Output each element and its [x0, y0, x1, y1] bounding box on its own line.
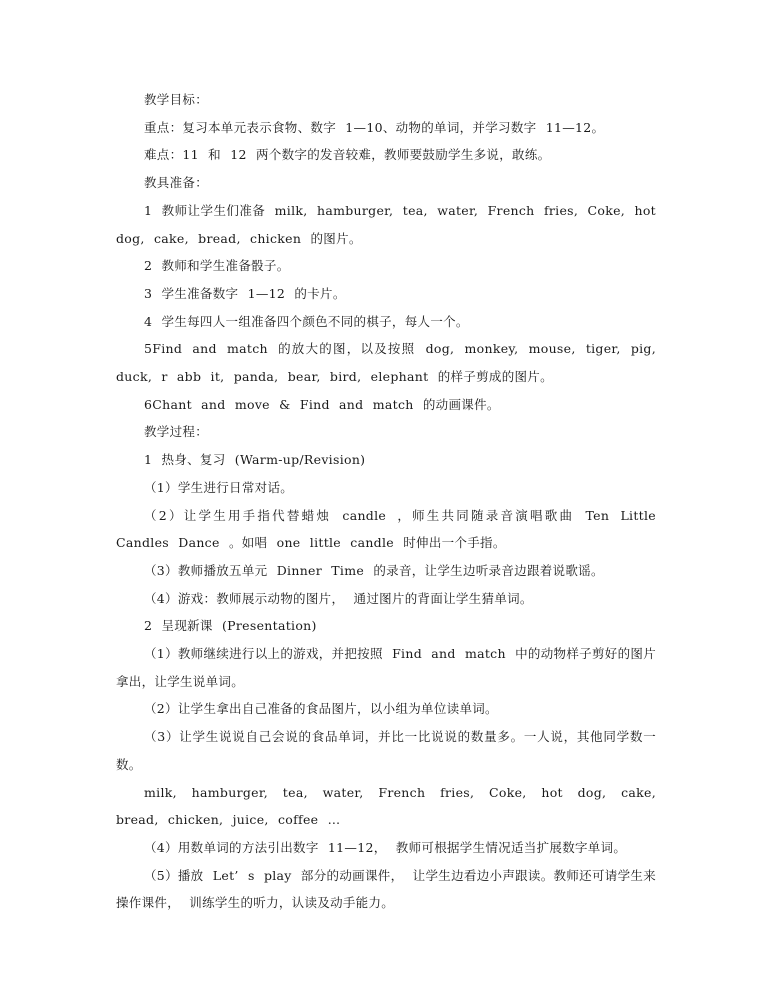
paragraph-presentation-1: （1）教师继续进行以上的游戏，并把按照 Find and match 中的动物样子剪好的图片拿出，让学生说单词。: [116, 646, 656, 689]
paragraph-aid-1: 1 教师让学生们准备 milk, hamburger, tea, water, French fries, Coke, hot dog, cake, bread, chicken 的图片。: [116, 202, 656, 246]
paragraph-presentation-4: （4）用数单词的方法引出数字 11—12， 教师可根据学生情况适当扩展数字单词。: [144, 839, 627, 855]
heading-teaching-goals: 教学目标：: [144, 92, 209, 107]
paragraph-aid-4: 4 学生每四人一组准备四个颜色不同的棋子，每人一个。: [144, 313, 469, 329]
paragraph-presentation-2: （2）让学生拿出自己准备的食品图片，以小组为单位读单词。: [144, 701, 498, 717]
heading-presentation: 2 呈现新课 (Presentation): [144, 618, 317, 634]
paragraph-aid-2: 2 教师和学生准备骰子。: [144, 258, 290, 274]
document-body: [116, 86, 656, 917]
paragraph-warm-up-2: （2）让学生用手指代替蜡烛 candle ，师生共同随录音演唱歌曲 Ten Little Candles Dance 。如唱 one little candle 时伸出一个手指。: [116, 507, 656, 551]
paragraph-warm-up-3: （3）教师播放五单元 Dinner Time 的录音，让学生边听录音边跟着说歌谣。: [144, 562, 604, 578]
paragraph-warm-up-1: （1）学生进行日常对话。: [144, 479, 294, 495]
paragraph-difficult-points: 难点：11 和 12 两个数字的发音较难，教师要鼓励学生多说，敢练。: [144, 147, 551, 163]
heading-teaching-process: 教学过程：: [144, 424, 209, 440]
heading-teaching-aids: 教具准备：: [144, 175, 209, 191]
paragraph-aid-3: 3 学生准备数字 1—12 的卡片。: [144, 285, 346, 301]
paragraph-key-points: 重点：复习本单元表示食物、数字 1—10、动物的单词，并学习数字 11—12。: [144, 119, 605, 135]
paragraph-presentation-3: （3）让学生说说自己会说的食品单词，并比一比说说的数量多。一人说，其他同学数一数。: [116, 729, 656, 772]
paragraph-aid-5: 5Find and match 的放大的图，以及按照 dog, monkey, mouse, tiger, pig, duck, r abb it, panda, bear, bird, elephant 的样子剪成的图片。: [116, 341, 656, 385]
paragraph-presentation-5: （5）播放 Let’ s play 部分的动画课件， 让学生边看边小声跟读。教师还可请学生来操作课件， 训练学生的听力，认读及动手能力。: [116, 867, 656, 911]
paragraph-food-word-list: milk, hamburger, tea, water, French fries, Coke, hot dog, cake, bread, chicken, juice, coffee …: [116, 784, 656, 828]
paragraph-aid-6: 6Chant and move & Find and match 的动画课件。: [144, 396, 500, 412]
paragraph-warm-up-4: （4）游戏：教师展示动物的图片， 通过图片的背面让学生猜单词。: [144, 590, 533, 606]
heading-warm-up: 1 热身、复习 (Warm-up/Revision): [144, 452, 366, 468]
